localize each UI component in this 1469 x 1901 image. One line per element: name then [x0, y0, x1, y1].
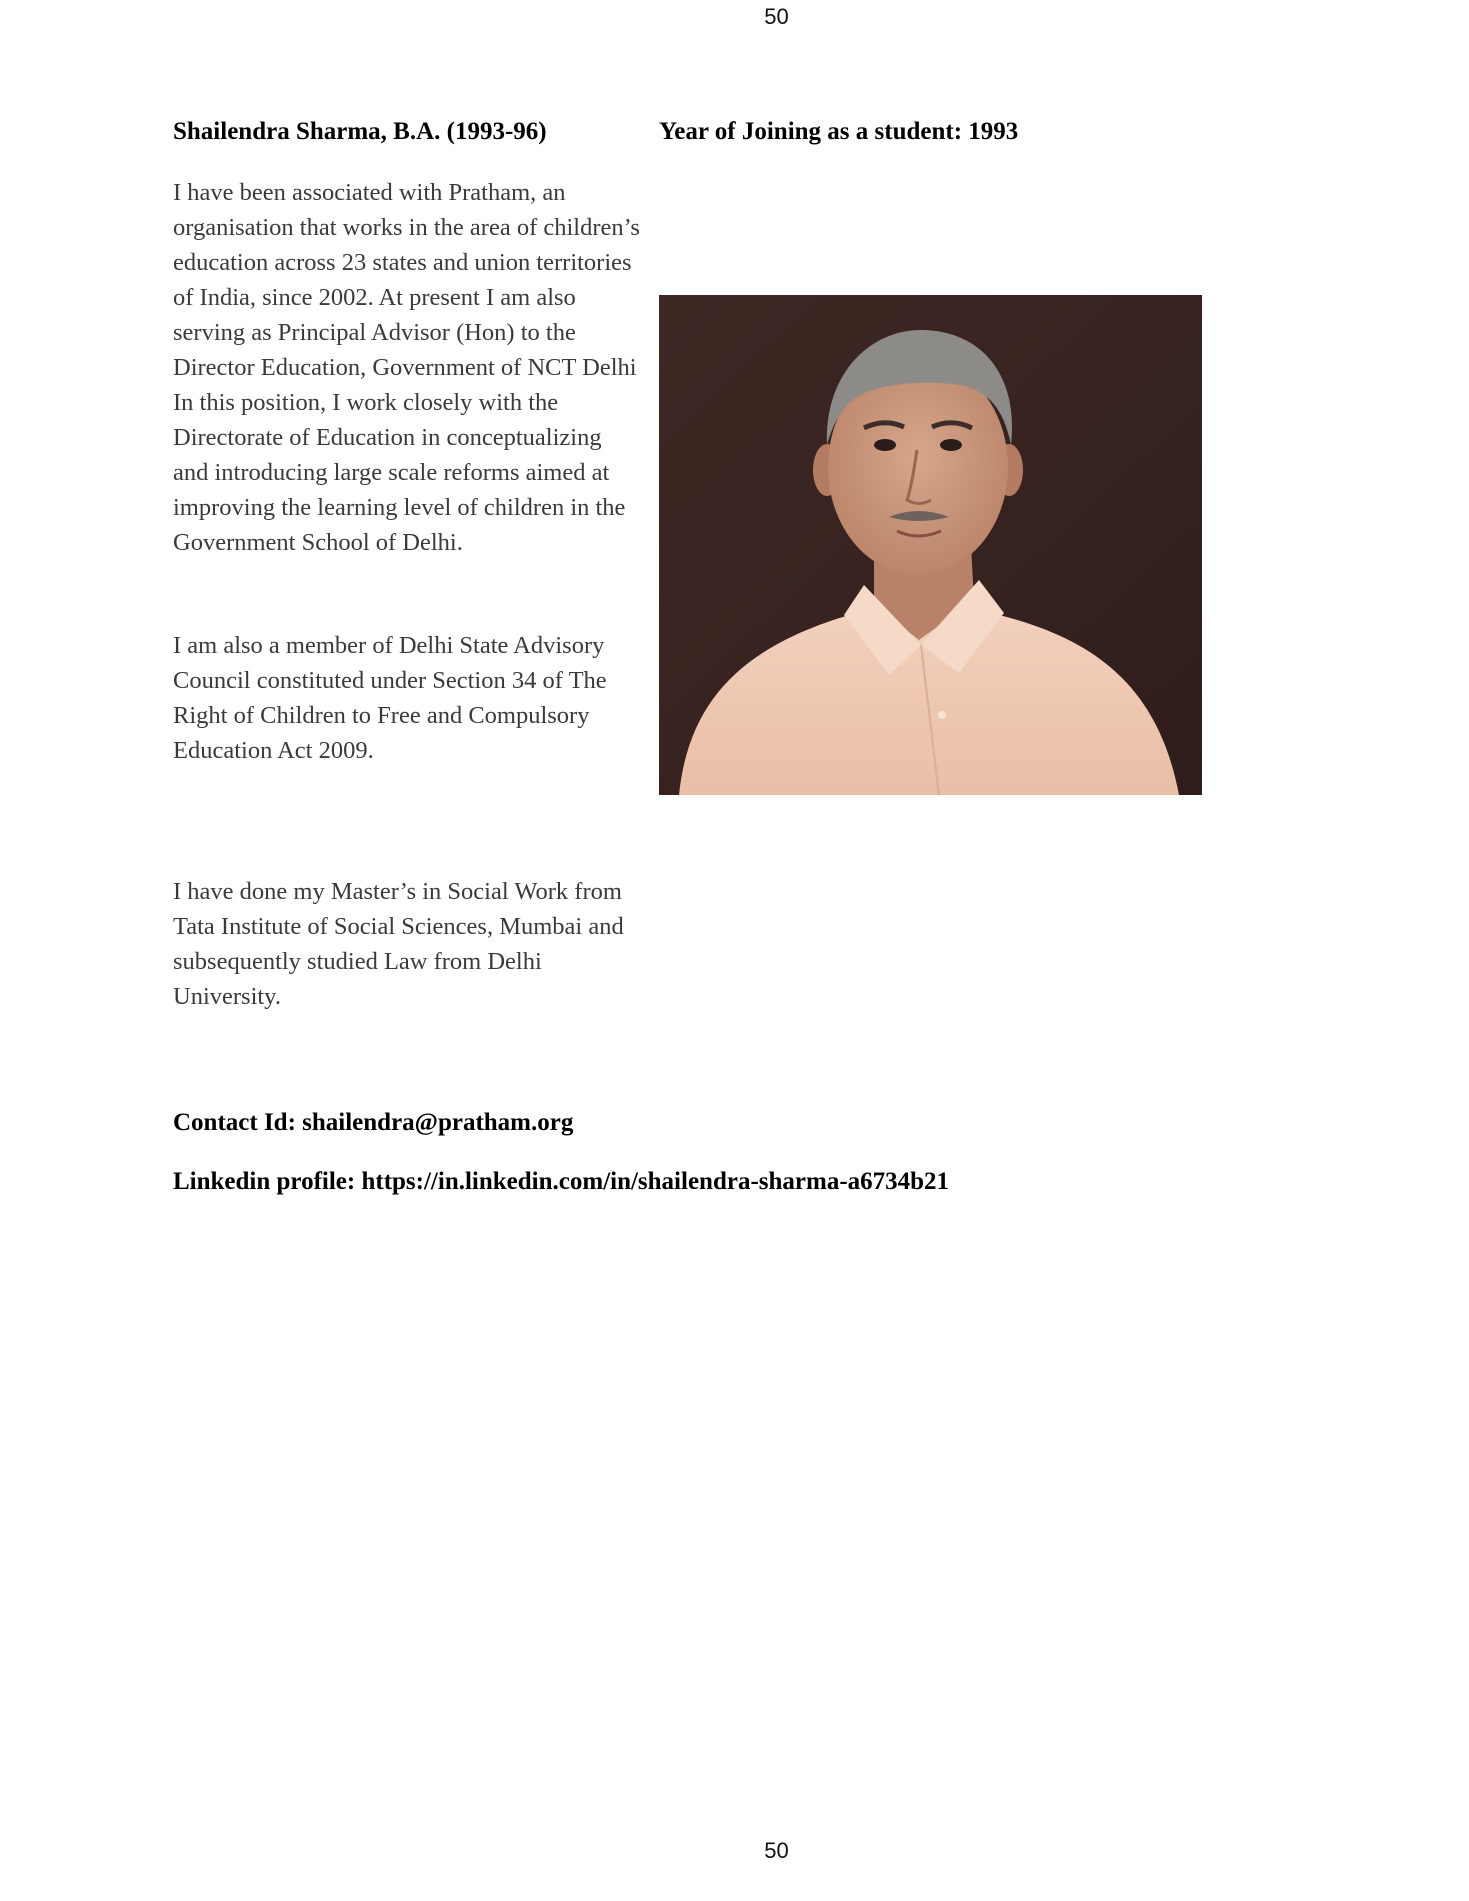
eye-right [940, 439, 962, 451]
eye-left [874, 439, 896, 451]
portrait-illustration [659, 295, 1202, 795]
contact-email[interactable]: Contact Id: shailendra@pratham.org [173, 1109, 574, 1136]
bio-paragraph-advisory-council: I am also a member of Delhi State Advisory Council constituted under Section 34 of The Right of Children to Free and Compulsory Education Act 2009. [173, 632, 607, 764]
linkedin-profile[interactable]: Linkedin profile: https://in.linkedin.com/in/shailendra-sharma-a6734b21 [173, 1168, 950, 1195]
bio-paragraph-education: I have done my Master’s in Social Work from Tata Institute of Social Sciences, Mumbai and subsequently studied Law from Delhi University. [173, 878, 624, 1010]
year-of-joining-heading: Year of Joining as a student: 1993 [659, 118, 1019, 145]
portrait-photo [659, 295, 1202, 795]
page-number-top: 50 [764, 4, 789, 29]
page-number-bottom: 50 [764, 1838, 789, 1863]
alumnus-name-heading: Shailendra Sharma, B.A. (1993-96) [173, 118, 547, 145]
shirt-button [938, 711, 946, 719]
bio-paragraph-pratham: I have been associated with Pratham, an organisation that works in the area of children’s education across 23 states and union territories of India, since 2002. At present I am also serving as Principal Advisor (Hon) to the Director Education, Government of NCT Delhi In this position, I work closely with the Directorate of Education in conceptualizing and introducing large scale reforms aimed at improving the learning level of children in the Government School of Delhi. [173, 179, 640, 556]
